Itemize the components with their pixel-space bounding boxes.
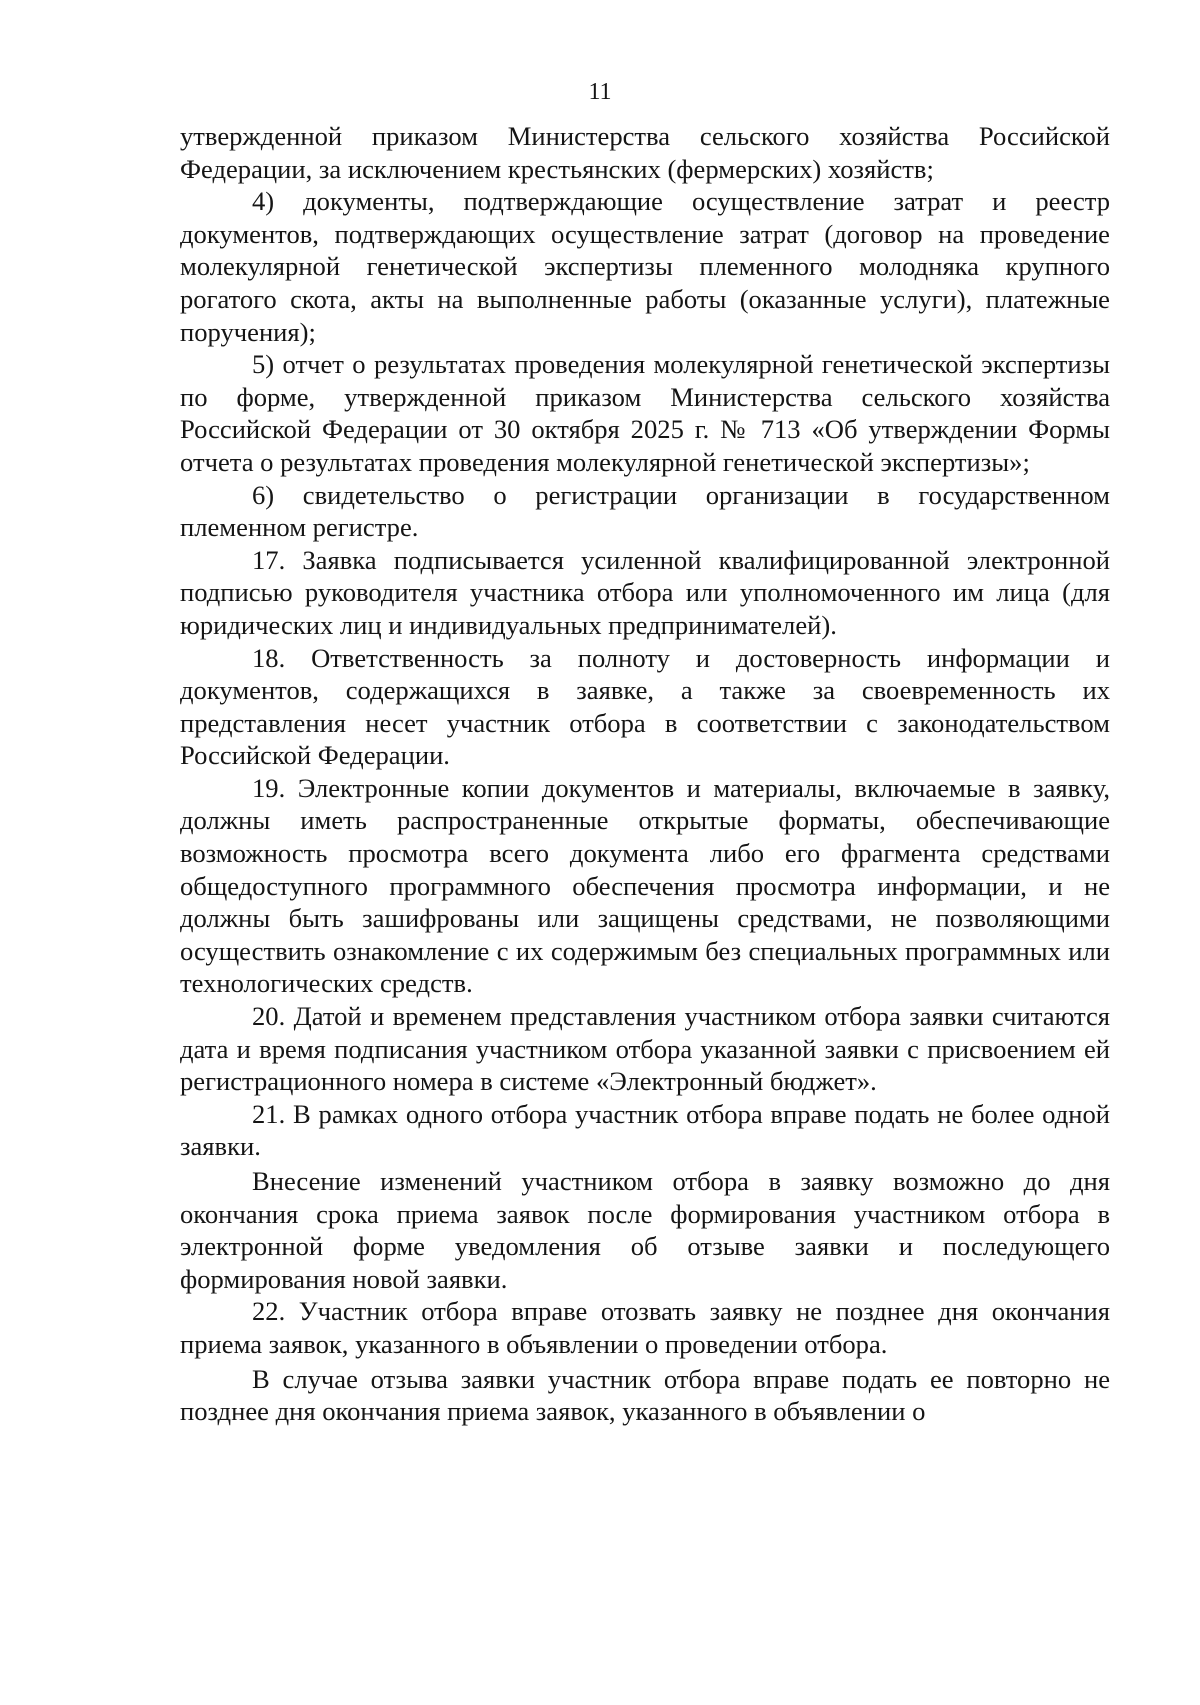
document-body	[180, 120, 1110, 1428]
paragraph-clause-21: 21. В рамках одного отбора участник отбора вправе подать не более одной заявки.	[180, 1098, 1110, 1162]
paragraph-clause-21-amendment: Внесение изменений участником отбора в заявку возможно до дня окончания срока приема заявок после формирования участником отбора в электронной форме уведомления об отзыве заявки и последующего формирования новой заявки.	[180, 1166, 1110, 1294]
paragraph-clause-22: 22. Участник отбора вправе отозвать заявку не позднее дня окончания приема заявок, указанного в объявлении о проведении отбора.	[180, 1296, 1110, 1359]
paragraph-continuation: утвержденной приказом Министерства сельского хозяйства Российской Федерации, за исключением крестьянских (фермерских) хозяйств;	[180, 121, 1110, 184]
paragraph-clause-18: 18. Ответственность за полноту и достоверность информации и документов, содержащихся в заявке, а также за своевременность их представления несет участник отбора в соответствии с законодательством Российской Федерации.	[180, 642, 1110, 771]
paragraph-clause-17: 17. Заявка подписывается усиленной квалифицированной электронной подписью руководителя участника отбора или уполномоченного им лица (для юридических лиц и индивидуальных предпринимателей).	[180, 544, 1110, 640]
paragraph-clause-20: 20. Датой и временем представления участником отбора заявки считаются дата и время подписания участником отбора указанной заявки с присвоением ей регистрационного номера в системе «Электронный бюджет».	[180, 1001, 1110, 1097]
paragraph-clause-22-resubmission: В случае отзыва заявки участник отбора вправе подать ее повторно не позднее дня окончания приема заявок, указанного в объявлении о	[180, 1363, 1110, 1427]
page-number: 11	[588, 79, 612, 105]
paragraph-item-6: 6) свидетельство о регистрации организации в государственном племенном регистре.	[180, 479, 1110, 543]
paragraph-clause-19: 19. Электронные копии документов и материалы, включаемые в заявку, должны иметь распространенные открытые форматы, обеспечивающие возможность просмотра всего документа либо его фрагмента средствами общедоступного программного обеспечения просмотра информации, и не должны быть зашифрованы или защищены средствами, не позволяющими осуществить ознакомление с их содержимым без специальных программных или технологических средств.	[180, 772, 1110, 999]
paragraph-item-4: 4) документы, подтверждающие осуществление затрат и реестр документов, подтверждающих осуществление затрат (договор на проведение молекулярной генетической экспертизы племенного молодняка крупного рогатого скота, акты на выполненные работы (оказанные услуги), платежные поручения);	[180, 186, 1110, 347]
paragraph-item-5: 5) отчет о результатах проведения молекулярной генетической экспертизы по форме, утвержденной приказом Министерства сельского хозяйства Российской Федерации от 30 октября 2025 г. № 713 «Об утверждении Формы отчета о результатах проведения молекулярной генетической экспертизы»;	[180, 349, 1110, 477]
